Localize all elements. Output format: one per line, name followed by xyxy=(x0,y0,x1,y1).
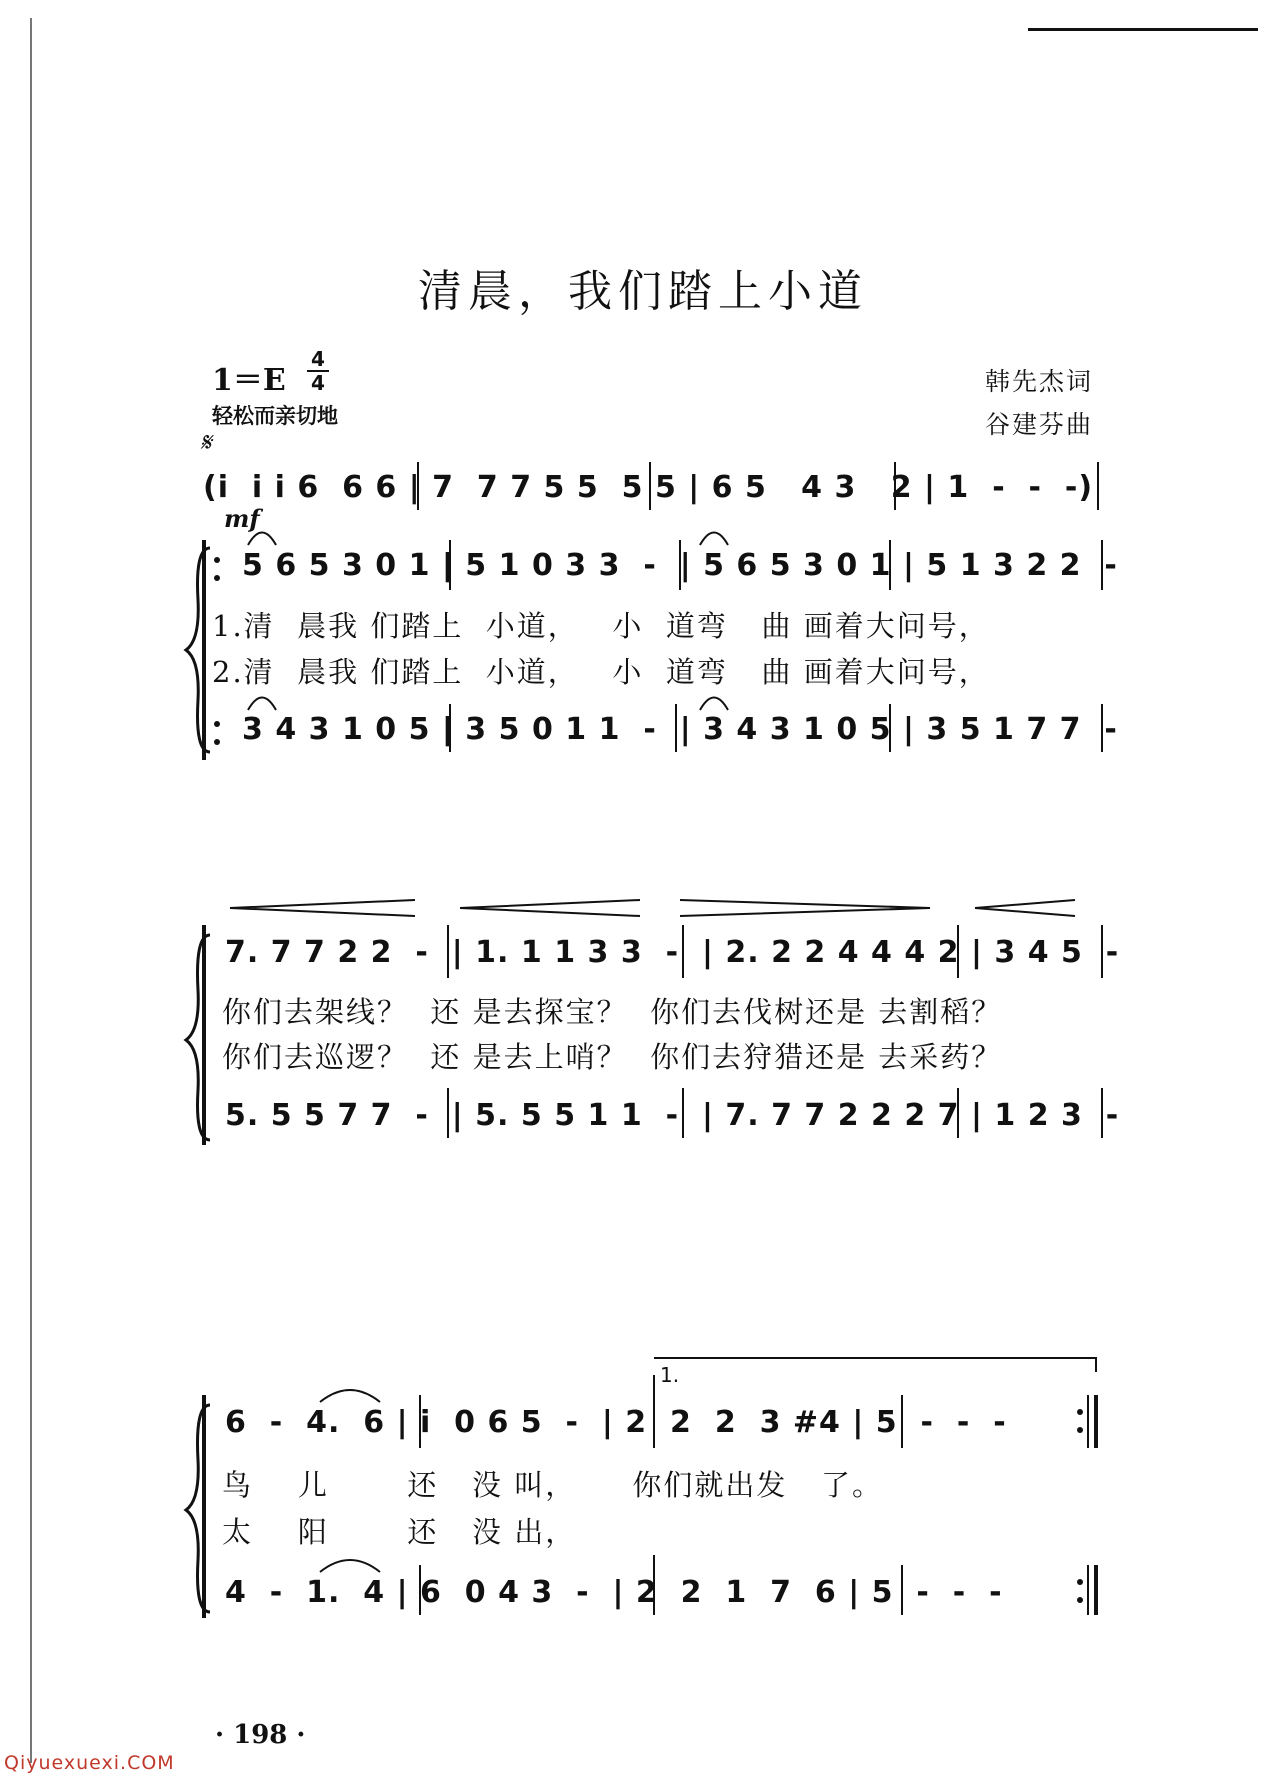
repeat-dot xyxy=(214,557,220,563)
composer-credit: 谷建芬曲 xyxy=(985,410,1094,439)
crescendo-hairpin xyxy=(460,900,640,916)
system2-brace xyxy=(186,935,210,1140)
key-signature: 1＝E xyxy=(212,363,286,398)
system2-upper-notes: 7. 7 7 2 2 - | 1. 1 1 3 3 - | 2. 2 2 4 4 4 2 | 3 4 5 - xyxy=(225,935,1120,970)
slur xyxy=(248,533,276,546)
system3-upper-notes: 6 - 4. 6 | i 0 6 5 - | 2 2 2 3 #4 | 5 - - - xyxy=(225,1405,1007,1440)
tie xyxy=(320,1560,380,1572)
system1-lyric-verse2: 2.清 晨我 们踏上 小道， 小 道弯 曲 画着大问号， xyxy=(212,655,990,689)
segno-sign: 𝄋 xyxy=(200,428,212,458)
system1-lower-notes: 3 4 3 1 0 5 | 3 5 0 1 1 - | 3 4 3 1 0 5 | 3 5 1 7 7 - xyxy=(242,712,1118,747)
repeat-dot xyxy=(214,739,220,745)
repeat-dot xyxy=(214,575,220,581)
system1-lyric-verse1: 1.清 晨我 们踏上 小道， 小 道弯 曲 画着大问号， xyxy=(212,609,990,643)
page-number: · 198 · xyxy=(215,1720,306,1750)
crescendo-hairpin xyxy=(230,900,415,916)
slur xyxy=(248,698,276,711)
system3-lower-notes: 4 - 1. 4 | 6 0 4 3 - | 2 2 1 7 6 | 5 - - - xyxy=(225,1575,1003,1610)
system2-lower-notes: 5. 5 5 7 7 - | 5. 5 5 1 1 - | 7. 7 7 2 2 2 7 | 1 2 3 - xyxy=(225,1098,1120,1133)
lyricist-credit: 韩先杰词 xyxy=(985,367,1094,396)
system2-lyric-verse2: 你们去巡逻？ 还 是去上哨？ 你们去狩猎还是 去采药？ xyxy=(222,1040,1003,1074)
system3-lyric-verse1: 鸟 儿 还 没 叫， 你们就出发 了。 xyxy=(222,1468,884,1502)
crescendo-hairpin xyxy=(975,900,1075,916)
system1-brace xyxy=(186,548,210,752)
repeat-dot xyxy=(1077,1427,1083,1433)
site-watermark: Qiyuexuexi.COM xyxy=(4,1752,175,1774)
system2-lyric-verse1: 你们去架线？ 还 是去探宝？ 你们去伐树还是 去割稻？ xyxy=(222,995,1003,1029)
system1-upper-notes: 5 6 5 3 0 1 | 5 1 0 3 3 - | 5 6 5 3 0 1 | 5 1 3 2 2 - xyxy=(242,548,1118,583)
tie xyxy=(320,1390,380,1402)
dynamic-mark: mf xyxy=(224,504,260,533)
slur xyxy=(700,533,728,546)
volta-bracket xyxy=(654,1358,1096,1372)
repeat-dot xyxy=(214,721,220,727)
volta-label: 1. xyxy=(660,1363,680,1387)
system3-lyric-verse2: 太 阳 还 没 出， xyxy=(222,1515,577,1549)
song-title: 清晨，我们踏上小道 xyxy=(418,266,868,317)
repeat-dot xyxy=(1077,1579,1083,1585)
decrescendo-hairpin xyxy=(680,900,930,916)
meter-bottom: 4 xyxy=(311,371,325,395)
system3-brace xyxy=(186,1405,210,1612)
intro-notes: (i i i 6 6 6 | 7 7 7 5 5 5 5 | 6 5 4 3 2 | 1 - - -) xyxy=(203,470,1094,505)
repeat-dot xyxy=(1077,1597,1083,1603)
meter-top: 4 xyxy=(311,347,325,371)
slur xyxy=(700,698,728,711)
repeat-dot xyxy=(1077,1409,1083,1415)
tempo-marking: 轻松而亲切地 xyxy=(212,404,338,428)
